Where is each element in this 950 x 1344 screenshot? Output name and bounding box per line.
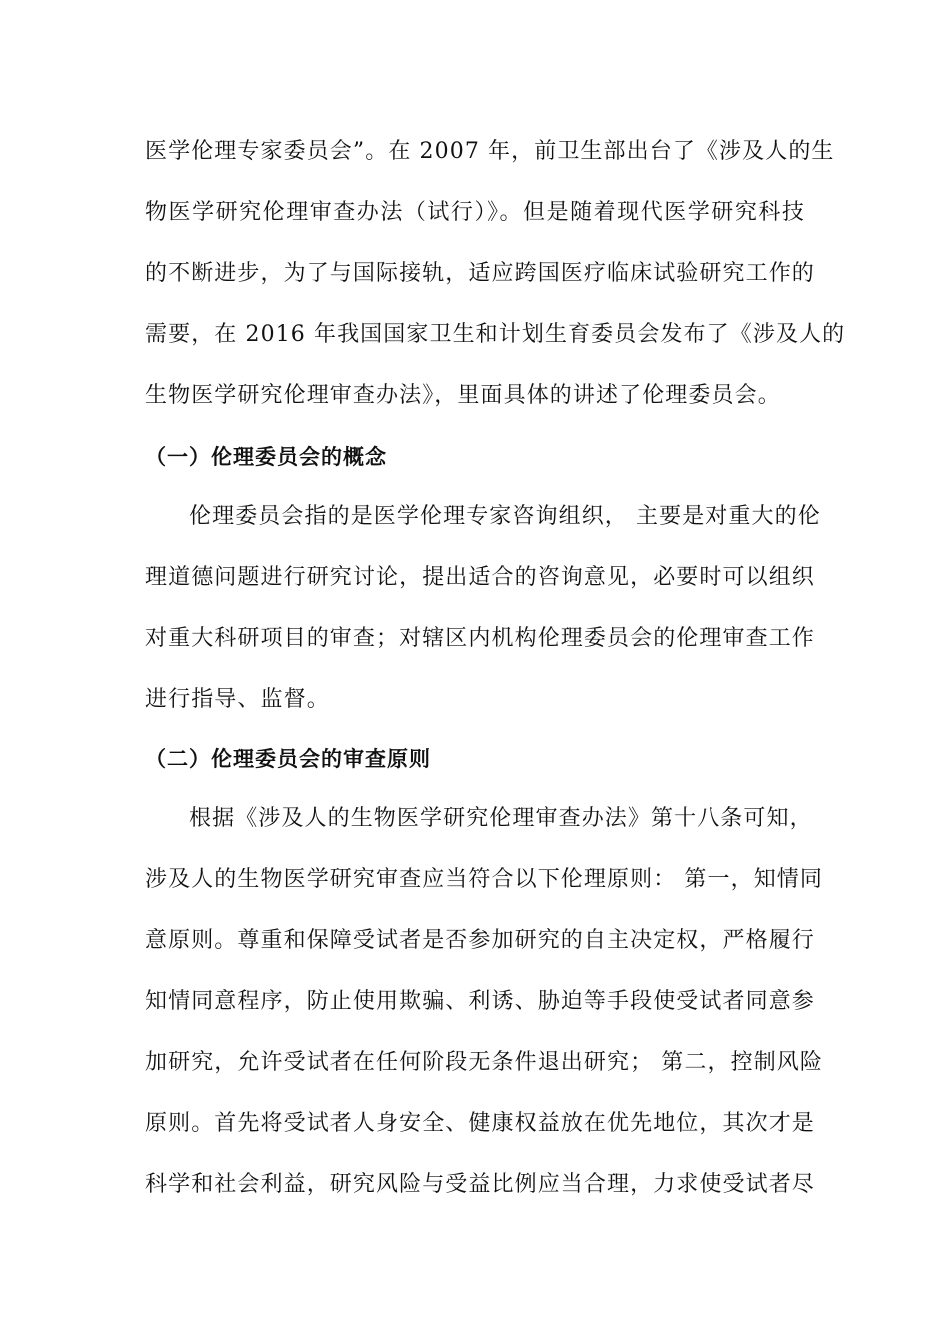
body-text-line: 医学伦理专家委员会”。在 2007 年，前卫生部出台了《涉及人的生: [145, 139, 835, 164]
body-text-line: 加研究，允许受试者在任何阶段无条件退出研究； 第二，控制风险: [145, 1050, 823, 1075]
body-text-line: 意原则。尊重和保障受试者是否参加研究的自主决定权，严格履行: [145, 928, 815, 953]
paragraph-first-line: 根据《涉及人的生物医学研究伦理审查办法》第十八条可知，: [189, 806, 813, 831]
body-text-line: 知情同意程序，防止使用欺骗、利诱、胁迫等手段使受试者同意参: [145, 989, 815, 1014]
body-text-line: 生物医学研究伦理审查办法》，里面具体的讲述了伦理委员会。: [145, 383, 781, 408]
body-text-line: 的不断进步，为了与国际接轨，适应跨国医疗临床试验研究工作的: [145, 261, 815, 286]
body-text-line: 原则。首先将受试者人身安全、健康权益放在优先地位，其次才是: [145, 1111, 815, 1136]
body-text-line: 需要，在 2016 年我国国家卫生和计划生育委员会发布了《涉及人的: [145, 322, 846, 347]
body-text-line: 涉及人的生物医学研究审查应当符合以下伦理原则： 第一，知情同: [145, 867, 823, 892]
body-text-line: 理道德问题进行研究讨论，提出适合的咨询意见，必要时可以组织: [145, 565, 815, 590]
section-heading: （一）伦理委员会的概念: [145, 445, 387, 469]
body-text-line: 物医学研究伦理审查办法（试行）》。但是随着现代医学研究科技: [145, 200, 805, 225]
section-heading: （二）伦理委员会的审查原则: [145, 747, 431, 771]
body-text-line: 进行指导、监督。: [145, 687, 330, 712]
paragraph-first-line: 伦理委员会指的是医学伦理专家咨询组织， 主要是对重大的伦: [189, 504, 821, 529]
body-text-line: 科学和社会利益，研究风险与受益比例应当合理，力求使受试者尽: [145, 1172, 815, 1197]
body-text-line: 对重大科研项目的审查；对辖区内机构伦理委员会的伦理审查工作: [145, 626, 815, 651]
